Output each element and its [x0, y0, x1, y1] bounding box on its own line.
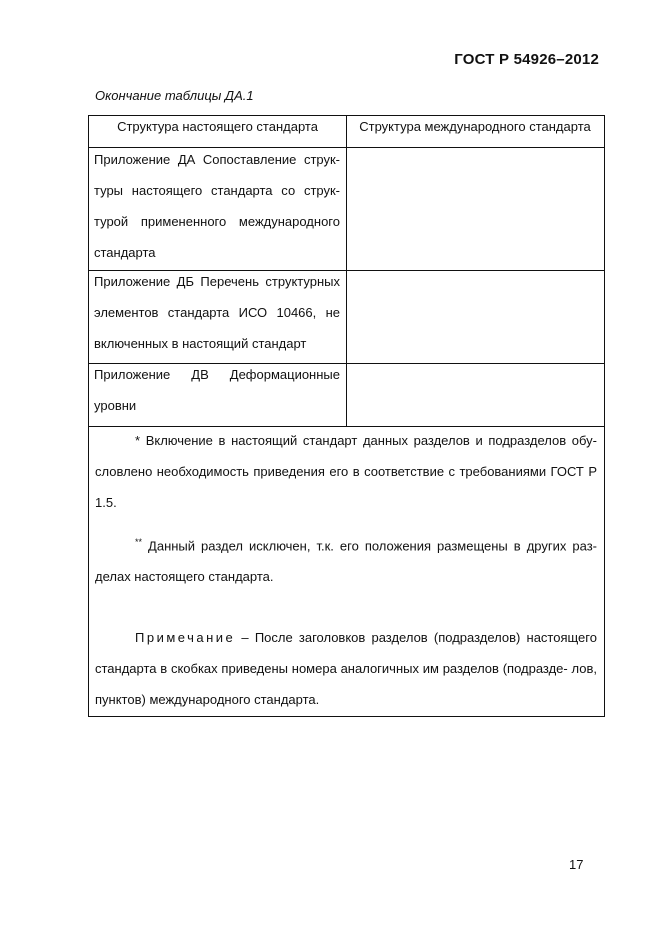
- document-code: ГОСТ Р 54926–2012: [454, 51, 599, 68]
- footnote-2-line-1: Данный раздел исключен, т.к. его положения размещены в других раз-: [148, 538, 597, 554]
- row-3-line-1: Приложение ДВ Деформационные: [94, 367, 340, 382]
- footnote-1-mark: *: [135, 433, 141, 448]
- footnote-2-line-2: делах настоящего стандарта.: [95, 569, 274, 585]
- footnote-1: [95, 425, 597, 518]
- row-2-line-2: элементов стандарта ИСО 10466, не: [94, 305, 340, 320]
- footnote-1-line-1: Включение в настоящий стандарт данных разделов и подразделов обу-: [145, 433, 597, 448]
- column-divider: [346, 116, 347, 427]
- col-header-national: Структура настоящего стандарта: [117, 119, 318, 134]
- row-2-line-1: Приложение ДБ Перечень структурных: [94, 274, 340, 289]
- col-header-international: Структура международного стандарта: [359, 119, 591, 134]
- note-line-1: – После заголовков разделов (подразделов) настоящего: [241, 630, 597, 646]
- comparison-table: [88, 115, 605, 717]
- note-label: Примечание: [135, 630, 236, 646]
- note-line-2: стандарта в скобках приведены номера аналогичных им разделов (подразде-: [95, 661, 568, 677]
- row-1-line-4: стандарта: [94, 245, 156, 260]
- footnote-2-mark: **: [135, 537, 143, 547]
- footnote-1-line-3: ГОСТ Р 1.5.: [95, 464, 597, 510]
- notes-block: [95, 425, 597, 715]
- note-paragraph: [95, 622, 597, 715]
- page-number: 17: [569, 857, 584, 872]
- row-1-line-3: турой примененного международного: [94, 214, 340, 229]
- row-3-line-2: уровни: [94, 398, 137, 413]
- table-row-2-national: [94, 266, 340, 359]
- row-2-line-3: включенных в настоящий стандарт: [94, 336, 307, 351]
- row-1-line-1: Приложение ДА Сопоставление струк-: [94, 152, 340, 167]
- table-row-1-national: [94, 144, 340, 268]
- footnote-1-line-2: словлено необходимость приведения его в соответствие с требованиями: [95, 464, 547, 479]
- footnote-2: [95, 527, 597, 592]
- note-line-3: лов, пунктов) международного стандарта.: [95, 661, 597, 708]
- table-row-3-national: [94, 359, 340, 421]
- row-1-line-2: туры настоящего стандарта со струк-: [94, 183, 340, 198]
- table-caption: Окончание таблицы ДА.1: [95, 88, 254, 103]
